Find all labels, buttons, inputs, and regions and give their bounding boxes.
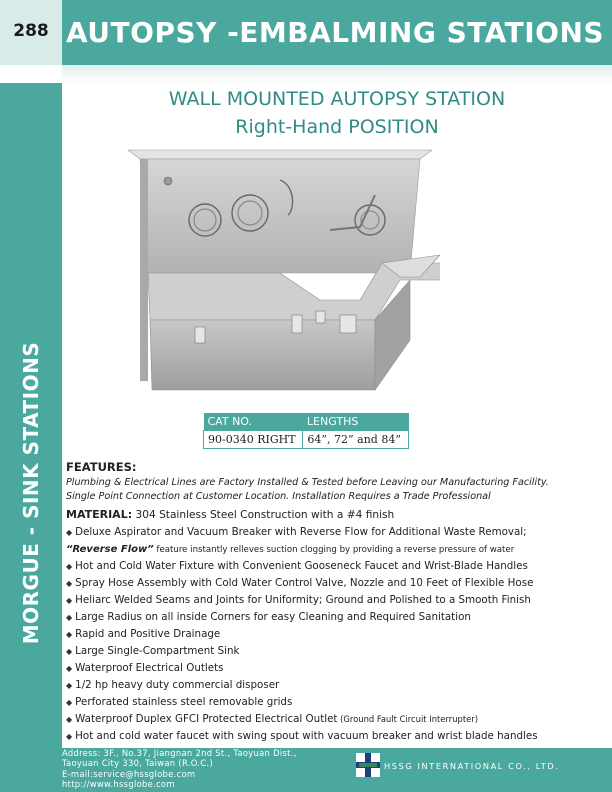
- list-item: ◆ Heliarc Welded Seams and Joints for Uniformity; Ground and Polished to a Smooth Finish: [66, 594, 531, 606]
- material-line: [66, 508, 606, 521]
- diamond-bullet-icon: ◆: [66, 715, 73, 724]
- footer-email[interactable]: E-mail:service@hssglobe.com: [62, 768, 196, 779]
- list-item: ◆ Hot and Cold Water Fixture with Convenient Gooseneck Faucet and Wrist-Blade Handles: [66, 560, 528, 572]
- footer-address: [62, 748, 297, 790]
- material-label: MATERIAL:: [66, 508, 133, 521]
- lengths-value: 64”, 72” and 84”: [303, 431, 409, 449]
- diamond-bullet-icon: ◆: [66, 528, 73, 537]
- diamond-bullet-icon: ◆: [66, 647, 73, 656]
- footer-website[interactable]: http://www.hssglobe.com: [62, 779, 175, 790]
- diamond-bullet-icon: ◆: [66, 698, 73, 707]
- diamond-bullet-icon: ◆: [66, 630, 73, 639]
- catalog-table: [203, 413, 409, 449]
- list-item: ◆ Large Single-Compartment Sink: [66, 645, 240, 657]
- list-item: ◆ Waterproof Electrical Outlets: [66, 662, 224, 674]
- features-line-1: Plumbing & Electrical Lines are Factory Installed & Tested before Leaving our Manufacturing Facility.: [66, 477, 549, 488]
- hssg-logo-icon: [356, 753, 380, 777]
- list-item: ◆ Spray Hose Assembly with Cold Water Control Valve, Nozzle and 10 Feet of Flexible Hose: [66, 577, 534, 589]
- features-text: [66, 476, 606, 504]
- list-item: ◆ Perforated stainless steel removable grids: [66, 696, 293, 708]
- page-number: 288: [0, 0, 62, 65]
- cat-no-value: 90-0340 RIGHT: [204, 431, 303, 449]
- diamond-bullet-icon: ◆: [66, 562, 73, 571]
- autopsy-station-image: [120, 145, 440, 400]
- product-title: WALL MOUNTED AUTOPSY STATION: [168, 88, 506, 110]
- header-fade: [62, 65, 612, 83]
- diamond-bullet-icon: ◆: [66, 596, 73, 605]
- list-item: ◆ Deluxe Aspirator and Vacuum Breaker with Reverse Flow for Additional Waste Removal;: [66, 526, 527, 538]
- diamond-bullet-icon: ◆: [66, 732, 73, 741]
- side-band: [0, 83, 62, 748]
- list-item: ◆ Large Radius on all inside Corners for easy Cleaning and Required Sanitation: [66, 611, 471, 623]
- list-item: ◆ Waterproof Duplex GFCI Protected Electrical Outlet (Ground Fault Circuit Interrupter): [66, 713, 478, 725]
- page-title: AUTOPSY -EMBALMING STATIONS: [66, 16, 605, 49]
- list-item: ◆ Hot and cold water faucet with swing spout with vacuum breaker and wrist blade handles: [66, 730, 538, 742]
- company-name: HSSG INTERNATIONAL CO., LTD.: [384, 761, 560, 771]
- feature-list: [66, 524, 606, 745]
- address-line-2: Taoyuan City 330, Taiwan (R.O.C.): [62, 758, 213, 769]
- diamond-bullet-icon: ◆: [66, 681, 73, 690]
- diamond-bullet-icon: ◆: [66, 579, 73, 588]
- material-text: 304 Stainless Steel Construction with a #4 finish: [132, 509, 395, 521]
- features-line-2: Single Point Connection at Customer Location. Installation Requires a Trade Professional: [66, 491, 491, 502]
- list-item-reverse-flow: “Reverse Flow” feature instantly relleves suction clogging by providing a reverse pressure of water: [66, 544, 515, 555]
- side-title: MORGUE - SINK STATIONS: [19, 341, 43, 645]
- diamond-bullet-icon: ◆: [66, 664, 73, 673]
- list-item: ◆ 1/2 hp heavy duty commercial disposer: [66, 679, 280, 691]
- lengths-header: LENGTHS: [303, 413, 409, 431]
- address-line-1: Address: 3F., No.37, Jiangnan 2nd St., Taoyuan Dist.,: [62, 748, 297, 758]
- list-item: ◆ Rapid and Positive Drainage: [66, 628, 221, 640]
- product-position: Right-Hand POSITION: [235, 116, 439, 138]
- cat-no-header: CAT NO.: [204, 413, 303, 431]
- diamond-bullet-icon: ◆: [66, 613, 73, 622]
- features-heading: FEATURES:: [66, 460, 137, 474]
